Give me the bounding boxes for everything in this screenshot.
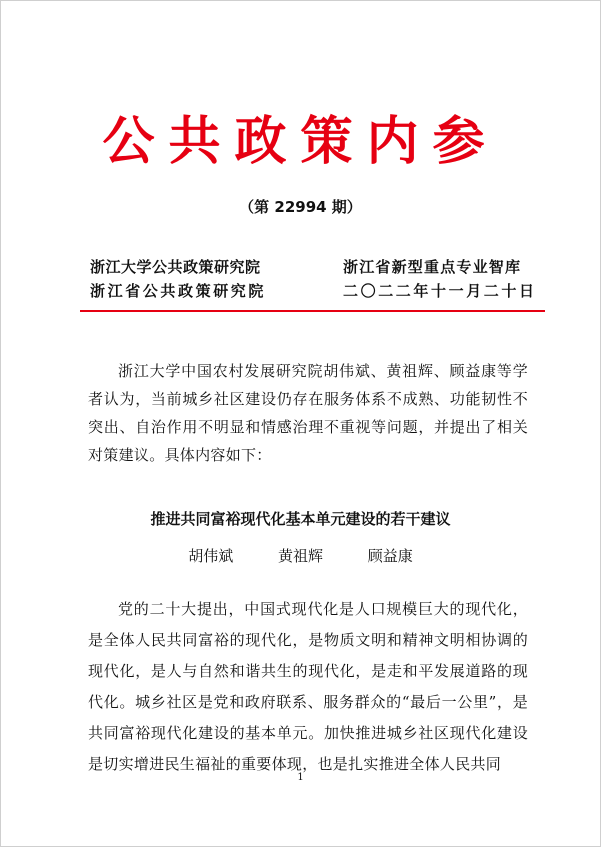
author-name: 黄祖辉 (277, 547, 323, 565)
issue-number: （第 22994 期） (239, 198, 362, 216)
author-name: 顾益康 (367, 547, 413, 565)
article-title: 推进共同富裕现代化基本单元建设的若干建议 (150, 510, 451, 528)
author-name: 胡伟斌 (188, 547, 234, 565)
publish-date: 二〇二二年十一月二十日 (343, 282, 537, 300)
author-list (0, 545, 601, 566)
page-number: 1 (297, 772, 304, 783)
publisher-name-2: 浙江省公共政策研究院 (90, 282, 267, 300)
think-tank-label: 浙江省新型重点专业智库 (343, 258, 522, 276)
intro-paragraph: 浙江大学中国农村发展研究院胡伟斌、黄祖辉、顾益康等学者认为，当前城乡社区建设仍存在服务体系不成熟、功能韧性不突出、自治作用不明显和情感治理不重视等问题，并提出了相关对策建议。具体内容如下： (88, 362, 528, 464)
masthead-title: 公共政策内参 (102, 111, 499, 172)
publisher-name-1: 浙江大学公共政策研究院 (90, 258, 261, 276)
article-body-paragraph: 党的二十大提出，中国式现代化是人口规模巨大的现代化，是全体人民共同富裕的现代化，是物质文明和精神文明相协调的现代化，是人与自然和谐共生的现代化，是走和平发展道路的现代化。城乡社区是党和政府联系、服务群众的“最后一公里”，是共同富裕现代化建设的基本单元。加快推进城乡社区现代化建设是切实增进民生福祉的重要体现，也是扎实推进全体人民共同 (88, 600, 528, 773)
header-divider (80, 310, 545, 312)
